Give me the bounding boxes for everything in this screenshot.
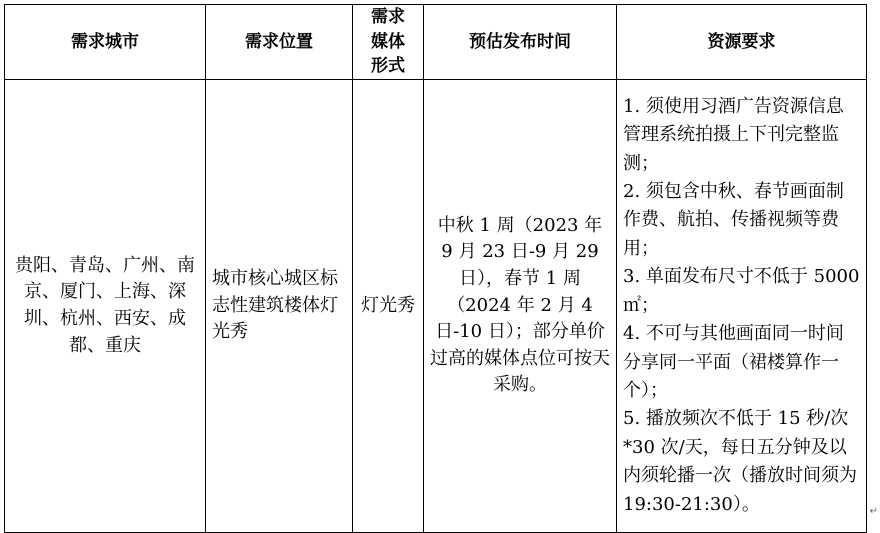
- media-text: 灯光秀: [361, 294, 415, 316]
- cell-cities: [5, 79, 206, 532]
- cell-location: [206, 79, 353, 532]
- requirement-item: 5. 播放频次不低于 15 秒/次*30 次/天，每日五分钟及以内须轮播一次（播放时间须为 19:30-21:30）。: [623, 408, 857, 515]
- requirement-item: 3. 单面发布尺寸不低于 5000 ㎡；: [623, 266, 860, 316]
- header-publish-time: 预估发布时间: [424, 5, 617, 80]
- time-text: 中秋 1 周（2023 年 9 月 23 日-9 月 29 日），春节 1 周（2024 年 2 月 4 日-10 日）；部分单价过高的媒体点位可按天采购。: [430, 214, 610, 396]
- paragraph-mark: ↵: [869, 506, 878, 517]
- header-location: 需求位置: [206, 5, 353, 80]
- demand-table: [4, 4, 867, 533]
- cell-media: [353, 79, 424, 532]
- location-text: 城市核心城区标志性建筑楼体灯光秀: [212, 267, 338, 343]
- header-requirements: 资源要求: [617, 5, 867, 80]
- table-header-row: [5, 5, 867, 80]
- header-city: 需求城市: [5, 5, 206, 80]
- cell-requirements: [617, 79, 867, 532]
- cities-text: 贵阳、青岛、广州、南京、厦门、上海、深圳、杭州、西安、成都、重庆: [15, 254, 195, 356]
- requirement-item: 4. 不可与其他画面同一时间分享同一平面（裙楼算作一个）；: [623, 323, 844, 402]
- requirement-item: 2. 须包含中秋、春节画面制作费、航拍、传播视频等费用；: [623, 180, 844, 259]
- requirement-item: 1. 须使用习酒广告资源信息管理系统拍摄上下刊完整监测；: [623, 95, 844, 174]
- table-row: [5, 79, 867, 532]
- header-media-form-text: 需求媒体形式: [370, 7, 405, 77]
- header-media-form: [353, 5, 424, 80]
- cell-time: [424, 79, 617, 532]
- requirements-list: [617, 93, 866, 520]
